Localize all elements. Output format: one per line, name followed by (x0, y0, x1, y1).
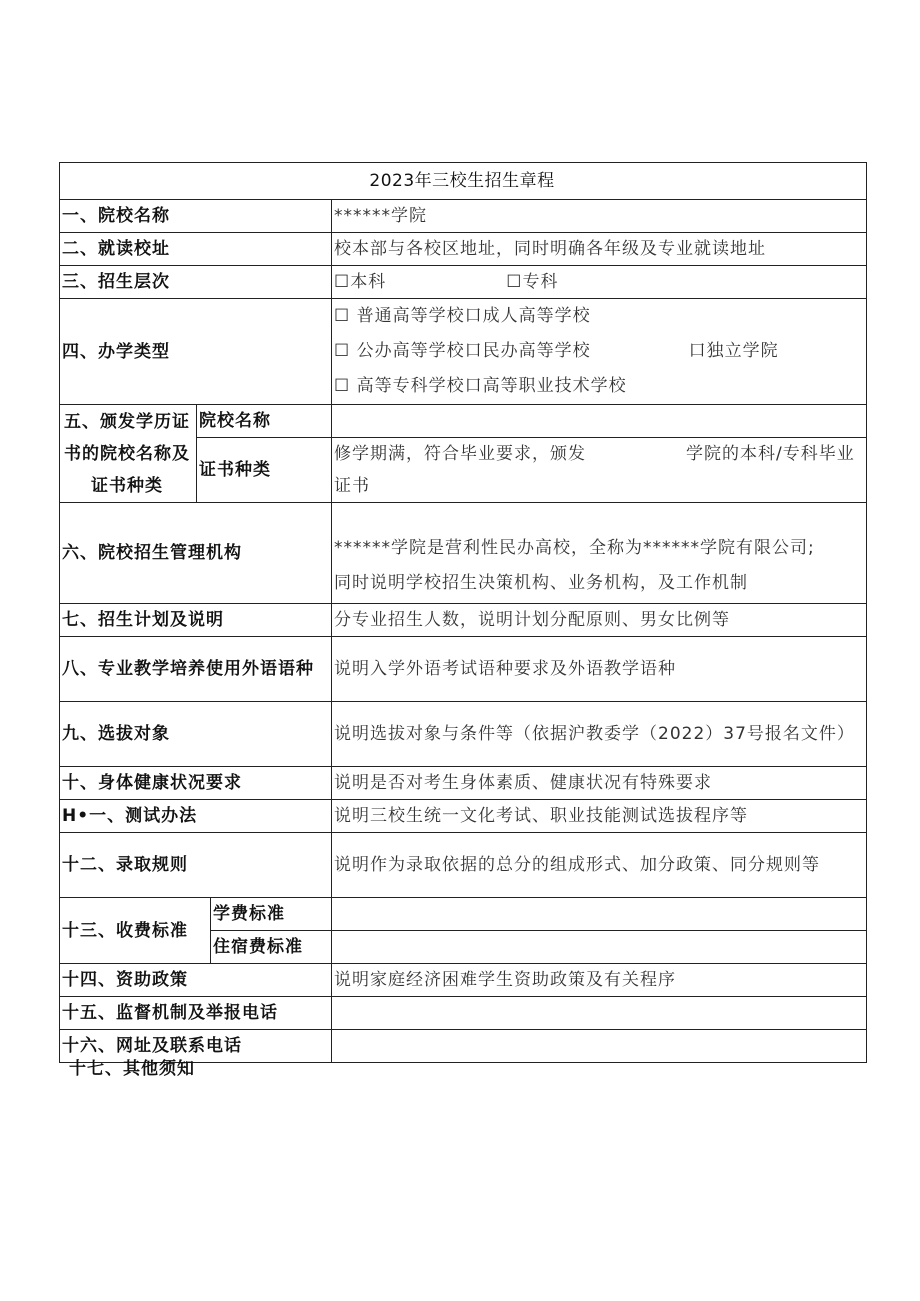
label-foreign-language: 八、专业教学培养使用外语语种 (60, 637, 332, 702)
checkbox-public-institution[interactable]: ☐ 公办高等学校口民办高等学校 (334, 341, 591, 361)
value-admission-office (332, 503, 867, 604)
row-health-requirement (60, 767, 867, 800)
value-health-requirement: 说明是否对考生身体素质、健康状况有特殊要求 (332, 767, 867, 800)
checkbox-junior-college[interactable]: ☐专科 (506, 272, 559, 292)
label-dorm-fee: 住宿费标准 (211, 931, 332, 964)
admission-office-line-2: 同时说明学校招生决策机构、业务机构，及工作机制 (334, 573, 748, 593)
row-test-method (60, 800, 867, 833)
cert-type-text-a: 修学期满，符合毕业要求，颁发 (334, 444, 586, 464)
value-enroll-level (332, 266, 867, 299)
value-contact (332, 1030, 867, 1063)
row-enroll-plan (60, 604, 867, 637)
row-selection-target (60, 702, 867, 767)
row-campus-address (60, 233, 867, 266)
document-title: 2023年三校生招生章程 (60, 163, 867, 200)
label-selection-target: 九、选拔对象 (60, 702, 332, 767)
label-health-requirement: 十、身体健康状况要求 (60, 767, 332, 800)
value-foreign-language: 说明入学外语考试语种要求及外语教学语种 (332, 637, 867, 702)
checkbox-independent-college[interactable]: 口独立学院 (688, 341, 779, 361)
value-cert-type (332, 438, 867, 503)
row-admission-office (60, 503, 867, 604)
checkbox-undergraduate[interactable]: ☐本科 (334, 272, 387, 292)
value-supervision (332, 997, 867, 1030)
row-supervision (60, 997, 867, 1030)
cert-type-text-b: 学院的本科/专科毕业证书 (334, 444, 855, 496)
label-fee-standard: 十三、收费标准 (60, 898, 211, 964)
label-campus-address: 二、就读校址 (60, 233, 332, 266)
label-contact: 十六、网址及联系电话 (60, 1030, 332, 1063)
row-school-name (60, 200, 867, 233)
row-tuition-fee (60, 898, 867, 931)
value-financial-aid: 说明家庭经济困难学生资助政策及有关程序 (332, 964, 867, 997)
label-admission-office: 六、院校招生管理机构 (60, 503, 332, 604)
footer-other-notes: 十七、其他须知 (69, 1059, 195, 1079)
admission-office-line-1: ******学院是营利性民办高校，全称为******学院有限公司; (334, 538, 815, 558)
label-supervision: 十五、监督机制及举报电话 (60, 997, 332, 1030)
checkbox-regular-institution[interactable]: ☐ 普通高等学校口成人高等学校 (334, 306, 591, 326)
value-campus-address: 校本部与各校区地址，同时明确各年级及专业就读地址 (332, 233, 867, 266)
title-row (60, 163, 867, 200)
row-certificate-school (60, 405, 867, 438)
label-certificate: 五、颁发学历证书的院校名称及证书种类 (60, 405, 197, 503)
label-enroll-level: 三、招生层次 (60, 266, 332, 299)
label-admission-rules: 十二、录取规则 (60, 833, 332, 898)
label-cert-type: 证书种类 (197, 438, 332, 503)
row-financial-aid (60, 964, 867, 997)
value-school-name: ******学院 (332, 200, 867, 233)
value-tuition-fee (332, 898, 867, 931)
row-school-type (60, 299, 867, 405)
row-enroll-level (60, 266, 867, 299)
label-school-type: 四、办学类型 (60, 299, 332, 405)
label-cert-school-name: 院校名称 (197, 405, 332, 438)
value-dorm-fee (332, 931, 867, 964)
label-school-name: 一、院校名称 (60, 200, 332, 233)
row-foreign-language (60, 637, 867, 702)
label-enroll-plan: 七、招生计划及说明 (60, 604, 332, 637)
label-financial-aid: 十四、资助政策 (60, 964, 332, 997)
value-selection-target: 说明选拔对象与条件等（依据沪教委学（2022）37号报名文件） (332, 702, 867, 767)
value-admission-rules: 说明作为录取依据的总分的组成形式、加分政策、同分规则等 (332, 833, 867, 898)
label-test-method: H•一、测试办法 (60, 800, 332, 833)
label-tuition-fee: 学费标准 (211, 898, 332, 931)
admission-charter-table (59, 162, 867, 1063)
value-school-type (332, 299, 867, 405)
value-enroll-plan: 分专业招生人数，说明计划分配原则、男女比例等 (332, 604, 867, 637)
checkbox-vocational-college[interactable]: ☐ 高等专科学校口高等职业技术学校 (334, 376, 627, 396)
value-cert-school-name (332, 405, 867, 438)
row-admission-rules (60, 833, 867, 898)
value-test-method: 说明三校生统一文化考试、职业技能测试选拔程序等 (332, 800, 867, 833)
